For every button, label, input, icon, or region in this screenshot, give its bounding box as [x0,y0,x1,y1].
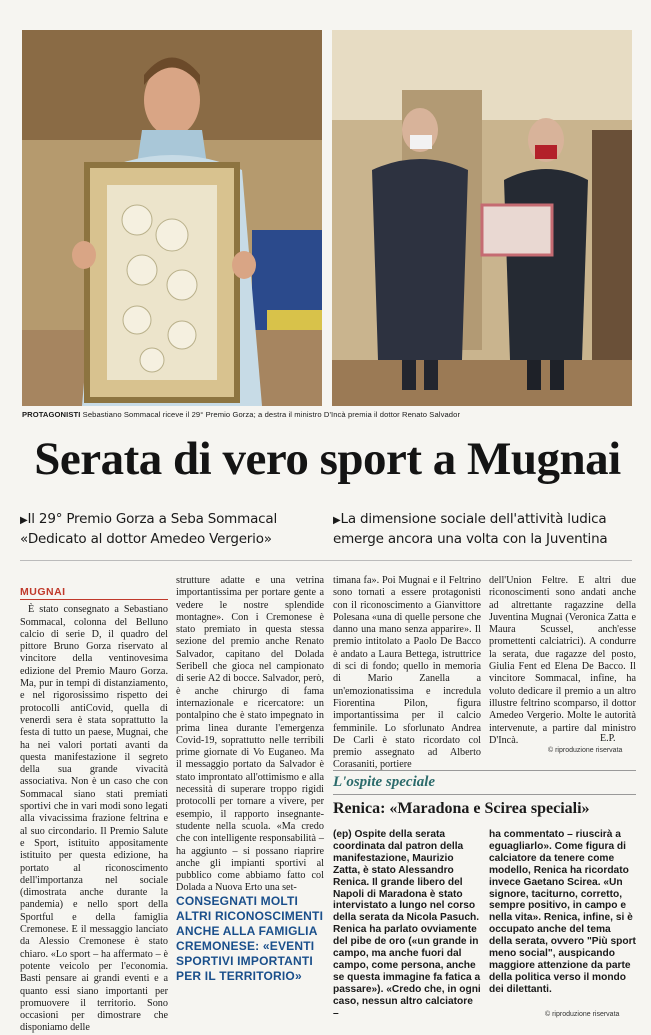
box-column-2 [489,829,636,996]
subhead-right-line2: emerge ancora una volta con la Juventina [333,531,608,547]
subhead-left-line2: «Dedicato al dottor Amedeo Vergerio» [20,531,272,547]
photo-sommacal [22,30,322,406]
pull-quote: CONSEGNATI MOLTI ALTRI RICONOSCIMENTI ANCHE ALLA FAMIGLIA CREMONESE: «EVENTI SPORTIVI IMPORTANTI PER IL TERRITORIO» [176,894,324,983]
subhead-right [333,510,638,548]
article-rights: © riproduzione riservata [548,747,623,754]
subhead-left [20,510,330,548]
box-column-1 [333,829,481,1020]
caption-text: Sebastiano Sommacal riceve il 29° Premio Gorza; a destra il ministro D'Incà premia il dottor Renato Salvador [82,410,461,419]
box-text-1: (ep) Ospite della serata coordinata dal patron della manifestazione, Maurizio Zatta, è stato Alessandro Renica. Il grande libero del Napoli di Maradona è stato intervistato a lungo nel corso della serata da Nicola Pasuch. Renica ha parlato ovviamente del pibe de oro («un grande in campo, ma anche fuori dal campo, come persona, anche se questa immagine fa fatica a passare»). «Credo che, in ogni caso, nessun altro calciatore – [333,829,481,1019]
page-title: Serata di vero sport a Mugnai [34,433,621,485]
caption-lead: PROTAGONISTI [22,410,81,419]
article-column-2 [176,575,324,895]
article-column-3 [333,575,481,772]
article-kicker: MUGNAI [20,586,168,600]
photo-dinca-salvador [332,30,632,406]
article-text-3: timana fa». Poi Mugnai e il Feltrino sono tornati a essere protagonisti con il riconoscimento a Gianvittore Polesana «una di quelle persone che danno una mano senza apparire». Il premio intitolato a Paolo De Bacco è andato a Laura Bettega, istruttrice di sci di fondo; quello in memoria di Mario Zanella a un'emozionatissima e incredula Fiorentina Pilon, figura importantissima per il calcio femminile. Lo sforlunato Andrea De Carli è stato ricordato col premio assegnato ad Alberto Corasaniti, portiere [333,575,481,771]
triangle-icon: ▶ [20,515,28,526]
article-column-4 [489,575,636,747]
box-rights: © riproduzione riservata [545,1011,620,1018]
triangle-icon: ▶ [333,515,341,526]
subhead-right-line1: La dimensione sociale dell'attività ludica [340,511,607,527]
article-text-4: dell'Union Feltre. E altri due riconoscimenti sono andati anche ad altrettante ragazzine della Juventina Mugnai (Veronica Zatta e Maura Scussel, anch'esse promettenti calciatrici). A condurre la serata, due ragazze del posto, Giulia Fent ed Elena De Bacco. Il vincitore Sommacal, infine, ha voluto dedicare il premio a un altro illustre feltrino scomparso, il dottor Amedeo Vergerio. Molte le autorità intervenute, a partire dal ministro D'Incà. [489,575,636,746]
article-signature: E.P. [600,733,616,744]
box-title: L'ospite speciale [333,770,636,795]
photo-caption [22,410,632,419]
article-column-1 [20,586,168,1035]
article-text-1: È stato consegnato a Sebastiano Sommacal, colonna del Belluno calcio di serie D, il quadro del pittore Bruno Gorza riservato al vincitore della ventinovesima edizione del Premio Mauro Gorza. Ma, pur in tempi di distanziamento, e nel rigorosissimo rispetto dei protocolli antiCovid, quella di venerdì sera è stata soprattutto la festa di tutto un paese, Mugnai, che ha nei valori portati avanti da questa manifestazione il segreto della sua grande vivacità associativa. Non è un caso che con Sommacal siano stati premiati sportivi che in vari modi sono legati alla vivacissima frazione feltrina e al suo circondario. Il Premio Salute e Sport, istituito appositamente istituito per questa edizione, ha portato al riconoscimento dell'importanza nel sociale (dimostrata anche durante la pandemia) e nello sport della Sportful e della famiglia Cremonese. E il messaggio lanciato da Alessio Cremonese è stato chiaro. «Lo sport – ha affermato – è potente veicolo per l'economia. Basti pensare ai grandi eventi e a quanto essi siano importanti per promuovere il territorio. Sono occasioni per dimostrare che disponiamo delle [20,604,168,1034]
box-headline: Renica: «Maradona e Scirea speciali» [333,800,590,817]
divider [20,560,632,561]
subhead-left-line1: Il 29° Premio Gorza a Seba Sommacal [27,511,278,527]
article-text-2: strutture adatte e una vetrina importantissima per portare gente a vedere le nostre splendide montagne». Con i Cremonese è stato premiato in questa stessa sezione del premio anche Renato Salvador, capitano del Dolada Seribell che gioca nel campionato di serie A2 di bocce. Salvador, però, è anche chirurgo di fama internazionale e ricercatore: un pontalpino che è stato impegnato in prima linea durante l'emergenza Covid-19, soprattutto nelle terribili prime giornate di Vo Euganeo. Ma il messaggio portato da Salvador è stato improntato all'ottimismo e alla necessità di superare troppo rigidi protocolli per tornare a vivere, per esempio, il rapporto insegnante-studente nella scuola. «Ma credo che con intelligente responsabilità – ha aggiunto – si possano riaprire anche gli impianti sportivi al pubblico come abbiamo fatto col Dolada a Nuova Erto una set- [176,575,324,894]
box-text-2: ha commentato – riuscirà a eguagliarlo». Come figura di calciatore da tenere come modello, Renica ha ricordato invece Gaetano Scirea. «Un signore, taciturno, corretto, sempre positivo, in campo e nella vita». Renica, infine, si è occupato anche del tema della serata, ovvero "Più sport meno social", auspicando maggiore attenzione da parte della politica verso il mondo dei dilettanti. [489,829,636,995]
